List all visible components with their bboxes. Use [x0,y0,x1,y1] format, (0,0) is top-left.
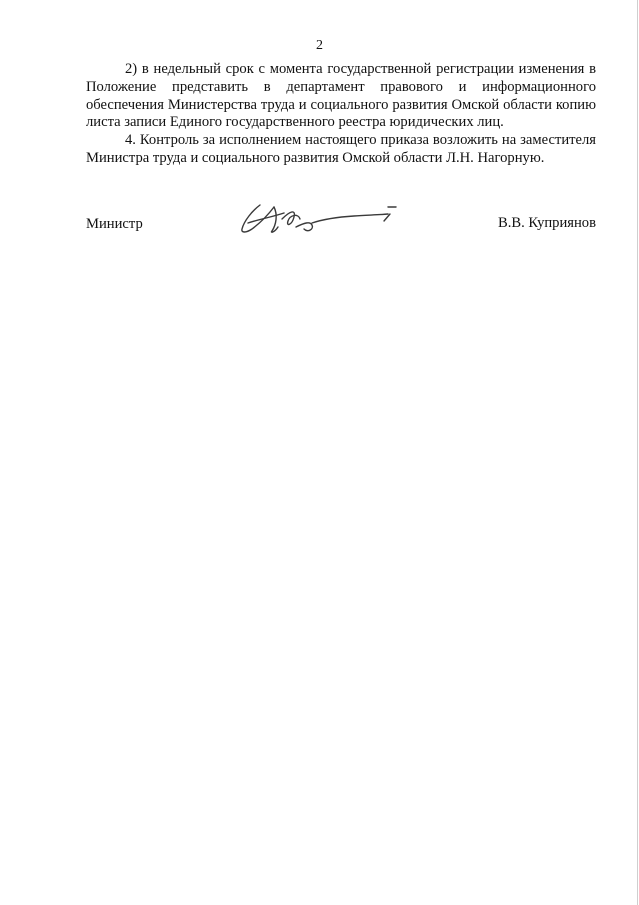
page-number: 2 [316,38,323,53]
handwritten-signature-icon [238,197,408,241]
paragraph-item-4: 4. Контроль за исполнением настоящего приказа возложить на заместителя Министра труда и социального развития Омской области Л.Н. Нагорную. [86,132,596,166]
signatory-title: Министр [86,216,143,232]
document-body [86,61,596,168]
page-edge-line [637,0,638,905]
signatory-name: В.В. Куприянов [498,215,596,231]
signature-block [86,213,596,237]
paragraph-item-2: 2) в недельный срок с момента государственной регистрации изменения в Положение представить в департамент правового и информационного обеспечения Министерства труда и социального развития Омской области копию листа записи Единого государственного реестра юридических лиц. [86,61,596,131]
